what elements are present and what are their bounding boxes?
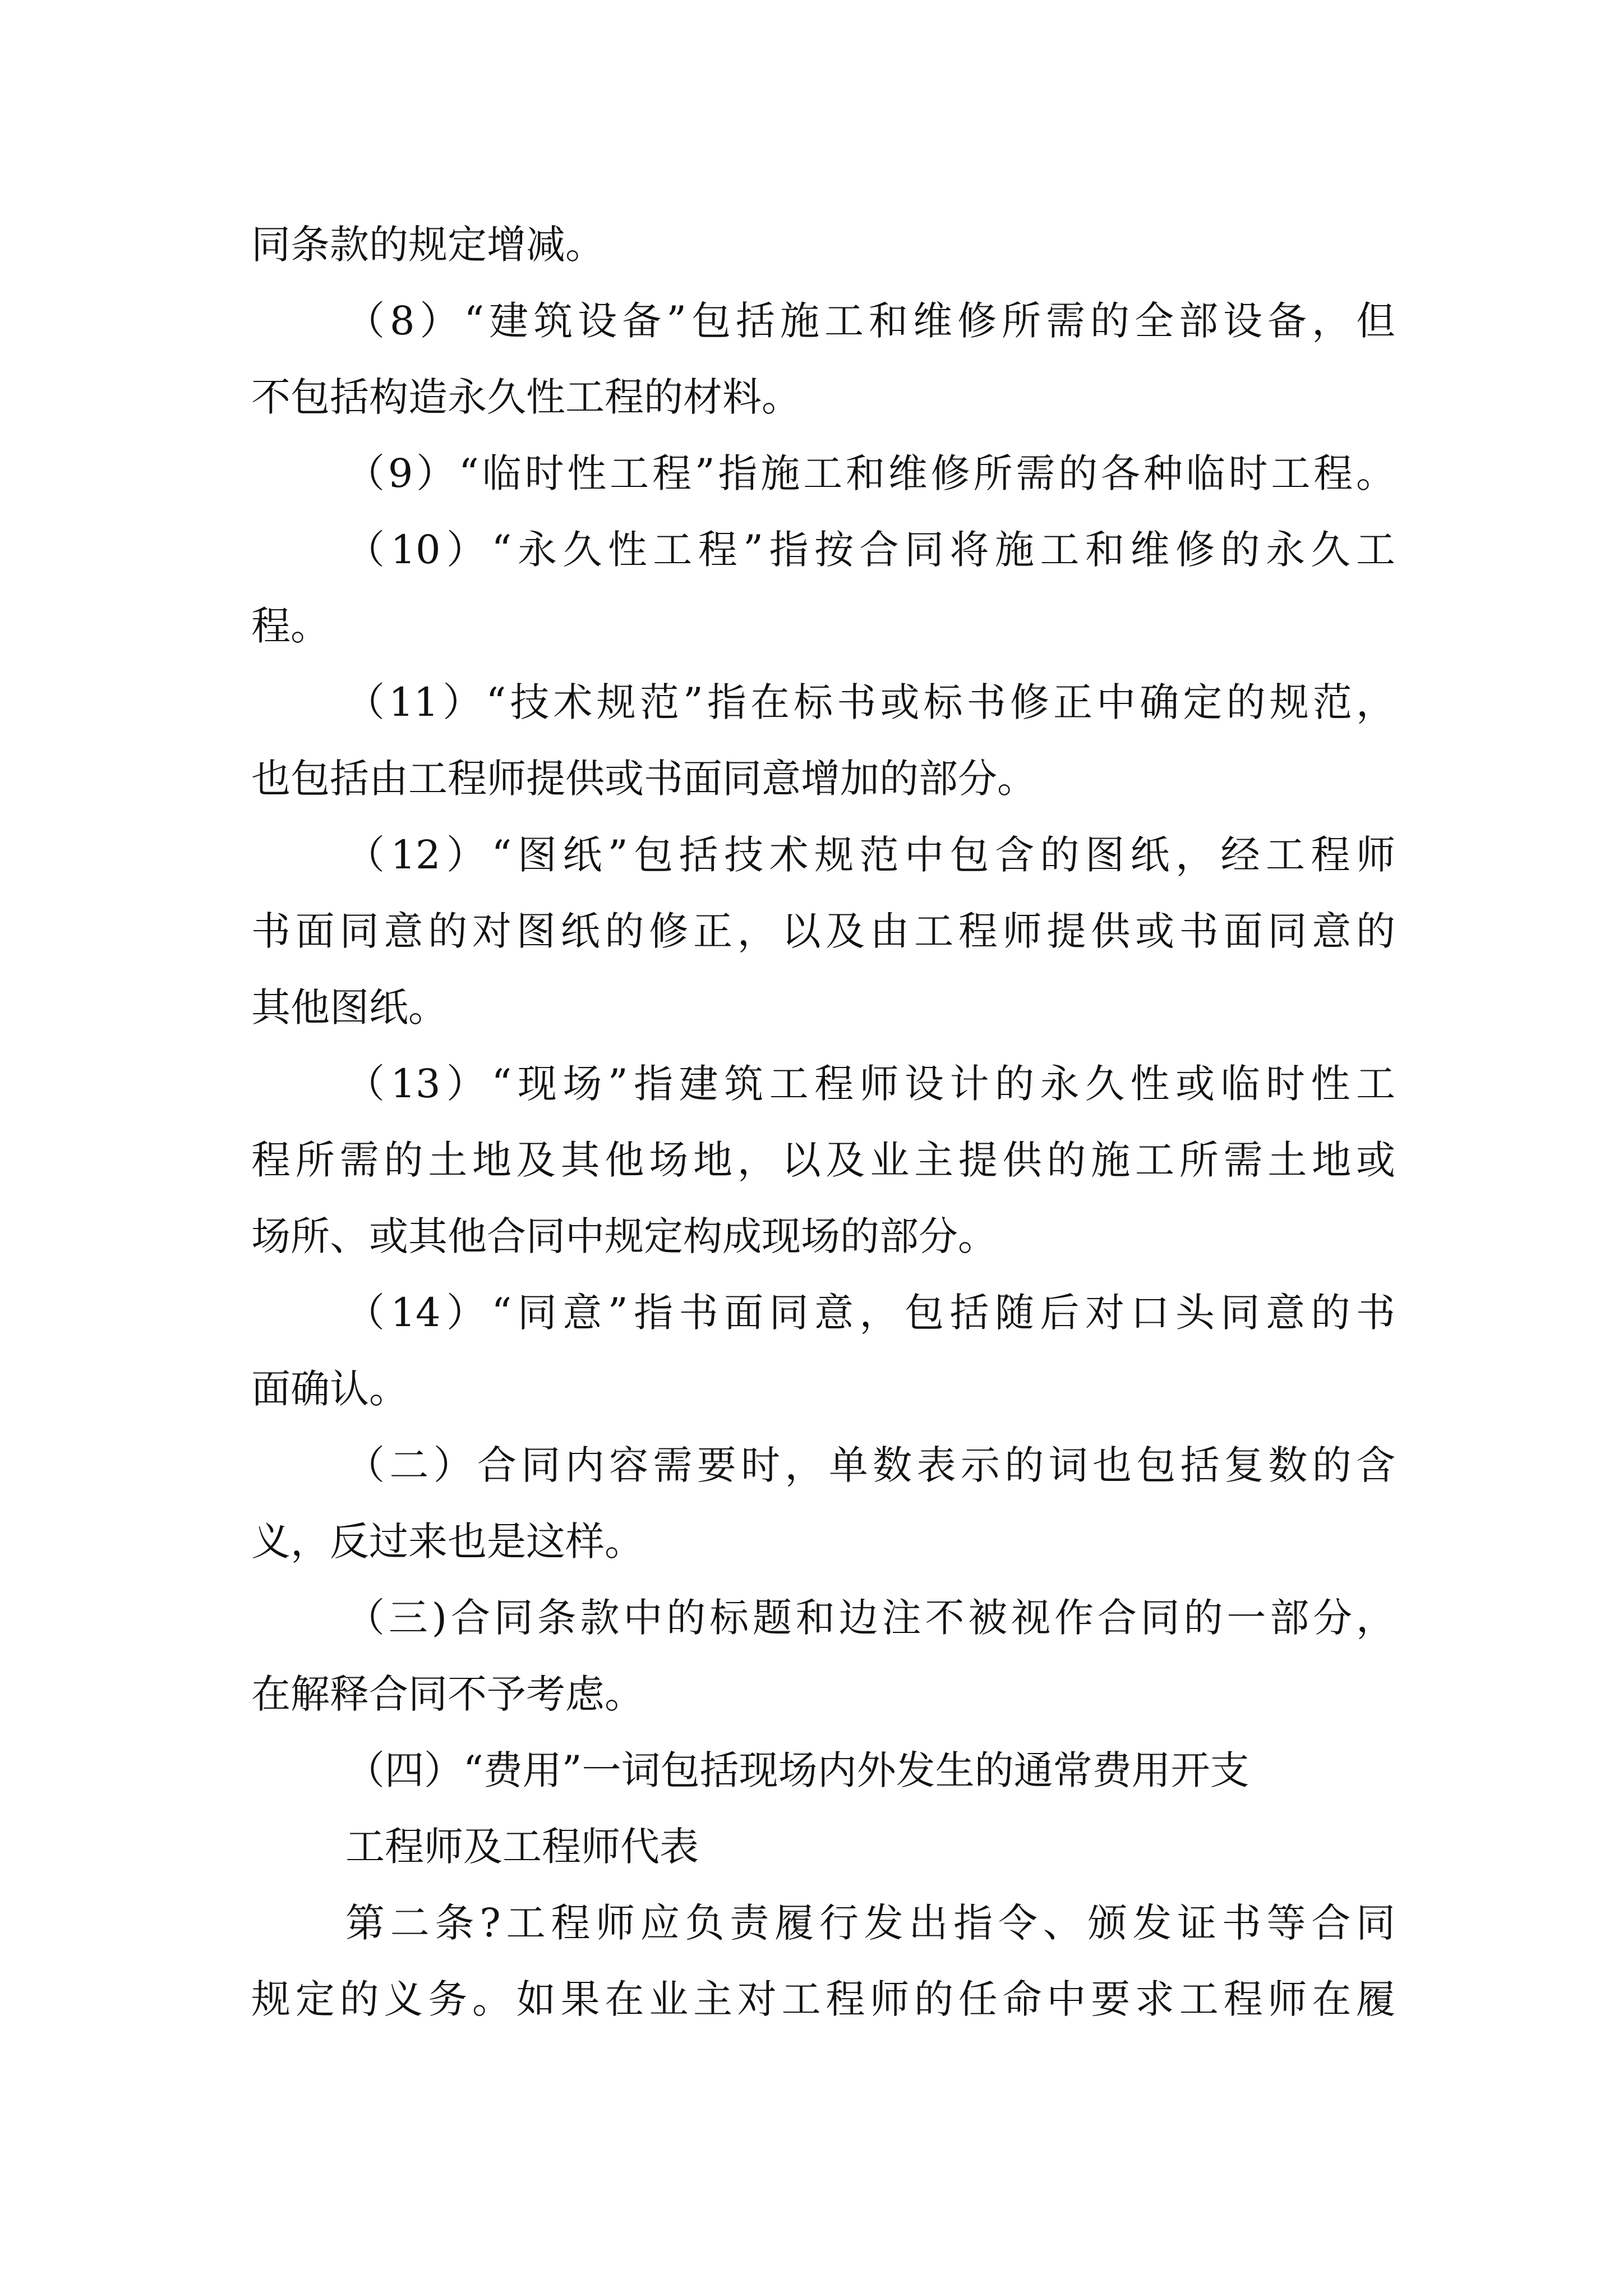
text-line: 第二条?工程师应负责履行发出指令、颁发证书等合同 bbox=[345, 1900, 1395, 1946]
text-line: 其他图纸。 bbox=[251, 984, 448, 1030]
text-line: （10）“永久性工程”指按合同将施工和维修的永久工 bbox=[345, 527, 1395, 573]
text-line: 在解释合同不予考虑。 bbox=[251, 1671, 644, 1717]
text-line: （9）“临时性工程”指施工和维修所需的各种临时工程。 bbox=[345, 450, 1395, 496]
text-line: 书面同意的对图纸的修正，以及由工程师提供或书面同意的 bbox=[251, 908, 1395, 954]
text-line: 面确认。 bbox=[251, 1366, 408, 1412]
text-line: （四）“费用”一词包括现场内外发生的通常费用开支 bbox=[345, 1747, 1249, 1793]
text-line: 也包括由工程师提供或书面同意增加的部分。 bbox=[251, 756, 1036, 802]
document-body bbox=[251, 206, 1395, 2037]
text-line: 程。 bbox=[251, 603, 330, 649]
text-line: 场所、或其他合同中规定构成现场的部分。 bbox=[251, 1213, 997, 1259]
text-line: （14）“同意”指书面同意，包括随后对口头同意的书 bbox=[345, 1290, 1395, 1336]
text-line: （13）“现场”指建筑工程师设计的永久性或临时性工 bbox=[345, 1061, 1395, 1107]
text-line: 义，反过来也是这样。 bbox=[251, 1519, 644, 1565]
text-line: （三)合同条款中的标题和边注不被视作合同的一部分， bbox=[345, 1595, 1395, 1641]
text-line: （8）“建筑设备”包括施工和维修所需的全部设备，但 bbox=[345, 298, 1395, 344]
text-line: （11）“技术规范”指在标书或标书修正中确定的规范， bbox=[345, 679, 1395, 725]
text-line: 不包括构造永久性工程的材料。 bbox=[251, 374, 801, 420]
text-line: （12）“图纸”包括技术规范中包含的图纸，经工程师 bbox=[345, 832, 1395, 878]
section-heading: 工程师及工程师代表 bbox=[345, 1824, 699, 1870]
text-line: 同条款的规定增减。 bbox=[251, 222, 605, 268]
text-line: 程所需的土地及其他场地，以及业主提供的施工所需土地或 bbox=[251, 1137, 1395, 1183]
text-line: （二）合同内容需要时，单数表示的词也包括复数的含 bbox=[345, 1442, 1395, 1488]
text-line: 规定的义务。如果在业主对工程师的任命中要求工程师在履 bbox=[251, 1976, 1395, 2022]
